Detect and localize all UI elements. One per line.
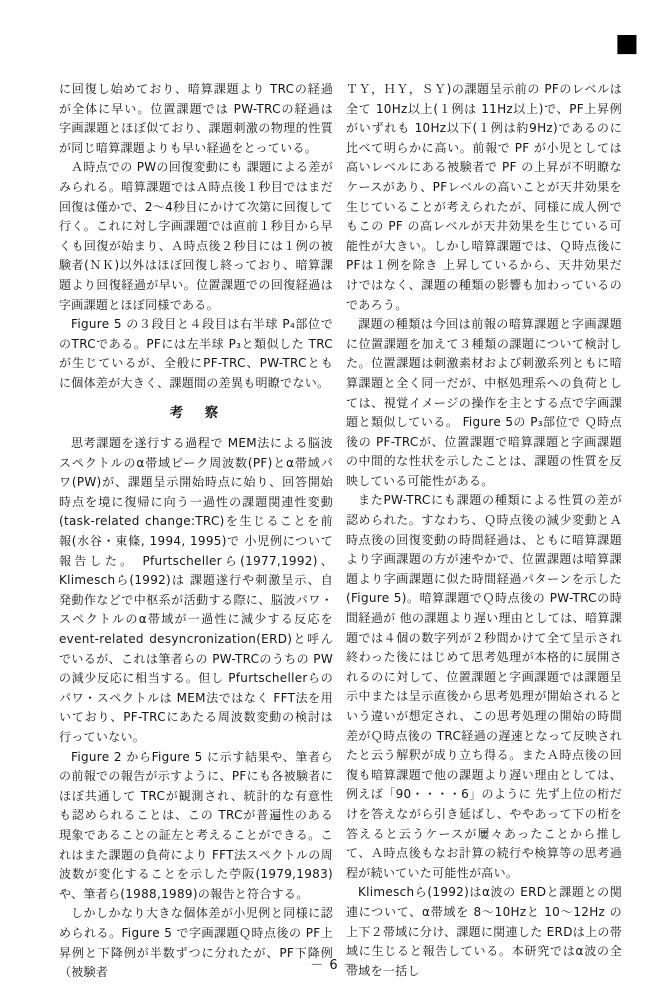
paragraph: Figure 5 の３段目と４段目は右半球 P₄部位でのTRCである。PFには左半球 P₃と類似した TRCが生じているが、全般にPF-TRC、PW-TRCともに個体差が大きく、課題間の差異も明瞭でない。 — [59, 317, 333, 390]
right-column — [346, 80, 622, 981]
paragraph: またPW-TRCにも課題の種類による性質の差が認められた。すなわち、Ｑ時点後の減少変動とＡ時点後の回復変動の時間経過は、ともに暗算課題より字画課題の方が速やかで、位置課題は暗算課題より字画課題に似た時間経過パターンを示した(Figure 5)。暗算課題でＱ時点後の PW-TRCの時間経過が 他の課題より遅い理由としては、暗算課題では４個の数字列が２秒間かけて全て呈示され終わった後にはじめて思考処理が本格的に展開されるのに対して、位置課題と字画課題では課題呈示中または呈示直後から思考処理が開始されるという違いが想定され、この思考処理の開始の時間差がＱ時点後の TRC経過の遅速となって反映されたと云う解釈が成り立ち得る。またＡ時点後の回復も暗算課題で他の課題より遅い理由としては、例えば「90・・・・6」のように 先ず上位の桁だけを答えながら引き延ばし、ややあって下の桁を答えると云うケースが屢々あったことから推して、Ａ時点後もなお計算の続行や検算等の思考過程が続いていた可能性が高い。 — [346, 493, 622, 880]
paragraph-continuation: ＴＹ，ＨＹ，ＳＹ)の課題呈示前の PFのレベルは全て 10Hz以上(１例は 11Hz以上)で、PF上昇例がいずれも 10Hz以下(１例は約9Hz)であるのに比べて明らかに高い。前報で PF が小児としては高いレベルにある被験者で PF の上昇が不明瞭なケースがあり、PFレベルの高いことが天井効果を生じていることが考えられたが、同様に成人例でもこの PF の高レベルが天井効果を生じている可能性が大きい。しかし暗算課題では、Ｑ時点後に PFは１例を除き 上昇しているから、天井効果だけではなく、課題の種類の影響も加わっているのであろう。 — [346, 82, 622, 312]
paragraph: しかしかなり大きな個体差が小児例と同様に認められる。Figure 5 で字画課題Ｑ時点後の PF上昇例と下降例が半数ずつに分れたが、PF下降例（被験者 — [59, 906, 333, 980]
paragraph: Ａ時点での PWの回復変動にも 課題による差がみられる。暗算課題ではＡ時点後１秒目ではまだ回復は僅かで、2～4秒目にかけて次第に回復して行く。これに対し字画課題では直前１秒目から早くも回復が始まり、Ａ時点後２秒目には１例の被験者(ＮＫ)以外はほぼ回復し終っており、暗算課題より回復経過が早い。位置課題での回復経過は字画課題とほぼ同様である。 — [59, 160, 333, 312]
left-column — [59, 80, 333, 983]
page-number: － 6 － — [310, 958, 358, 973]
paragraph: Klimeschら(1992)はα波の ERDと課題との関連について、α帯域を 8～10Hzと 10～12Hz の上下２帯域に分け、課題に関連した ERDは上の帯域に生じると報告している。本研究ではα波の全帯域を一括し — [346, 885, 622, 978]
paragraph: 思考課題を遂行する過程で MEM法による脳波スペクトルのα帯域ピーク周波数(PF)とα帯域パワ(PW)が、課題呈示開始時点に始り、回答開始時点を境に復帰に向う一過性の課題関連性変動 (task-related change:TRC)を生じることを前報(水谷・東條, 1994, 1995)で 小児例について報告した。 Pfurtschellerら(1977,1992)、Klimeschら(1992)は 課題遂行や刺激呈示、自発動作などで中枢系が活動する際に、脳波パワ・スペクトルのα帯域が一過性に減少する反応を event-related desyncronization(ERD)と呼んでいるが、これは筆者らの PW-TRCのうちの PWの減少反応に相当する。但し Pfurtschellerらのパワ・スペクトルは MEM法ではなく FFT法を用いており、PF-TRCにあたる周波数変動の検討は行っていない。 — [59, 436, 333, 744]
paragraph: Figure 2 からFigure 5 に示す結果や、筆者らの前報での報告が示すように、PFにも各被験者にほぼ共通して TRCが観測され、統計的な有意性も認められることは、この TRCが普遍性のある現象であることの証左と考えることができる。これはまた課題の負荷により FFT法スペクトルの周波数が変化することを示した苧阪(1979,1983)や、筆者ら(1988,1989)の報告と符合する。 — [59, 749, 333, 901]
section-heading-discussion: 考 察 — [169, 404, 223, 421]
corner-mark-icon: ■ — [615, 28, 639, 57]
paragraph-continuation: に回復し始めており、暗算課題より TRCの経過が全体に早い。位置課題では PW-TRCの経過は 字画課題とほぼ似ており、課題刺激の物理的性質が同じ暗算課題よりも早い経過をとっている。 — [59, 82, 333, 155]
paragraph: 課題の種類は今回は前報の暗算課題と字画課題に位置課題を加えて３種類の課題について検討した。位置課題は刺激素材および刺激系列ともに暗算課題と全く同一だが、中枢処理系への負荷としては、視覚イメージの操作を主とする点で字画課題と類似している。 Figure 5の P₃部位で Ｑ時点後の PF-TRCが、位置課題で暗算課題と字画課題の中間的な性状を示したことは、課題の性質を反映している可能性がある。 — [346, 317, 622, 488]
